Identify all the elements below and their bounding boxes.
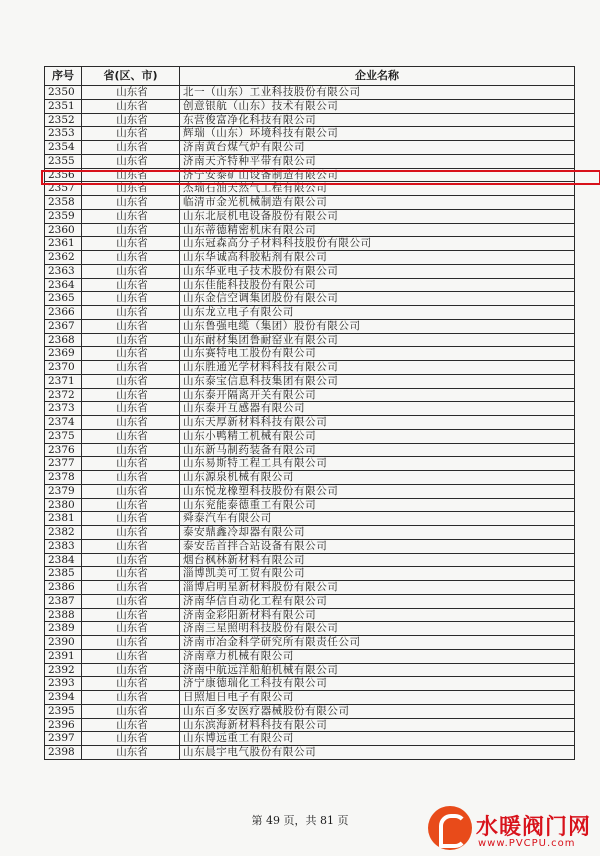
row-company: 烟台枫林新材料有限公司 (180, 553, 575, 567)
row-company: 山东金信空调集团股份有限公司 (180, 292, 575, 306)
table-row (45, 319, 575, 333)
table-row (45, 553, 575, 567)
row-company: 东营俊富净化科技有限公司 (180, 113, 575, 127)
row-company: 日照旭日电子有限公司 (180, 691, 575, 705)
row-company: 山东华亚电子技术股份有限公司 (180, 264, 575, 278)
table-row (45, 429, 575, 443)
row-province: 山东省 (82, 154, 180, 168)
table-row (45, 306, 575, 320)
row-serial: 2371 (45, 374, 82, 388)
row-province: 山东省 (82, 512, 180, 526)
row-company: 山东小鸭精工机械有限公司 (180, 429, 575, 443)
header-serial: 序号 (45, 67, 82, 86)
row-company: 山东滨海新材料科技有限公司 (180, 718, 575, 732)
row-province: 山东省 (82, 86, 180, 100)
row-company: 山东天厚新材料科技有限公司 (180, 416, 575, 430)
row-province: 山东省 (82, 127, 180, 141)
row-serial: 2394 (45, 691, 82, 705)
table-row (45, 402, 575, 416)
table-row (45, 594, 575, 608)
row-province: 山东省 (82, 223, 180, 237)
row-company: 济南金彩阳新材料有限公司 (180, 608, 575, 622)
row-serial: 2369 (45, 347, 82, 361)
row-serial: 2373 (45, 402, 82, 416)
row-company: 山东新马制药装备有限公司 (180, 443, 575, 457)
row-company: 淄博启明星新材料股份有限公司 (180, 581, 575, 595)
row-serial: 2364 (45, 278, 82, 292)
table-row (45, 347, 575, 361)
row-province: 山东省 (82, 99, 180, 113)
table-row (45, 141, 575, 155)
row-province: 山东省 (82, 471, 180, 485)
row-province: 山东省 (82, 237, 180, 251)
row-province: 山东省 (82, 251, 180, 265)
watermark-logo-icon (428, 806, 472, 850)
table-row (45, 127, 575, 141)
row-company: 山东源泉机械有限公司 (180, 471, 575, 485)
row-province: 山东省 (82, 704, 180, 718)
row-serial: 2351 (45, 99, 82, 113)
row-province: 山东省 (82, 416, 180, 430)
row-serial: 2365 (45, 292, 82, 306)
row-company: 山东晨宇电气股份有限公司 (180, 746, 575, 760)
table-header-row (45, 67, 575, 86)
row-company: 山东冠森高分子材料科技股份有限公司 (180, 237, 575, 251)
row-serial: 2362 (45, 251, 82, 265)
row-province: 山东省 (82, 636, 180, 650)
table-row (45, 512, 575, 526)
row-serial: 2361 (45, 237, 82, 251)
table-row (45, 361, 575, 375)
table-row (45, 86, 575, 100)
row-province: 山东省 (82, 429, 180, 443)
watermark-title: 水暖阀门网 (476, 815, 592, 840)
row-serial: 2379 (45, 484, 82, 498)
row-province: 山东省 (82, 539, 180, 553)
row-serial: 2387 (45, 594, 82, 608)
row-serial: 2372 (45, 388, 82, 402)
table-row (45, 374, 575, 388)
row-serial: 2391 (45, 649, 82, 663)
table-row (45, 113, 575, 127)
table-row (45, 388, 575, 402)
table-row (45, 471, 575, 485)
row-serial: 2353 (45, 127, 82, 141)
table-row (45, 484, 575, 498)
row-company: 济南市冶金科学研究所有限责任公司 (180, 636, 575, 650)
row-company: 山东博远重工有限公司 (180, 732, 575, 746)
row-serial: 2357 (45, 182, 82, 196)
row-serial: 2374 (45, 416, 82, 430)
row-province: 山东省 (82, 498, 180, 512)
row-company: 山东泰宝信息科技集团有限公司 (180, 374, 575, 388)
row-serial: 2352 (45, 113, 82, 127)
row-company: 山东易斯特工程工具有限公司 (180, 457, 575, 471)
row-serial: 2358 (45, 196, 82, 210)
row-company: 临清市金光机械制造有限公司 (180, 196, 575, 210)
row-company: 济宁安泰矿山设备制造有限公司 (180, 168, 575, 182)
table-row (45, 636, 575, 650)
row-serial: 2375 (45, 429, 82, 443)
row-serial: 2397 (45, 732, 82, 746)
table-row (45, 457, 575, 471)
table-row (45, 251, 575, 265)
row-company: 山东鲁强电缆（集团）股份有限公司 (180, 319, 575, 333)
row-serial: 2378 (45, 471, 82, 485)
row-company: 山东泰开隔离开关有限公司 (180, 388, 575, 402)
row-province: 山东省 (82, 141, 180, 155)
table-row (45, 732, 575, 746)
header-company: 企业名称 (180, 67, 575, 86)
row-province: 山东省 (82, 443, 180, 457)
row-serial: 2383 (45, 539, 82, 553)
row-company: 济南章力机械有限公司 (180, 649, 575, 663)
row-company: 山东百多安医疗器械股份有限公司 (180, 704, 575, 718)
row-serial: 2354 (45, 141, 82, 155)
row-province: 山东省 (82, 457, 180, 471)
row-serial: 2395 (45, 704, 82, 718)
row-province: 山东省 (82, 278, 180, 292)
row-serial: 2380 (45, 498, 82, 512)
row-company: 辉瑞（山东）环境科技有限公司 (180, 127, 575, 141)
row-company: 创意银航（山东）技术有限公司 (180, 99, 575, 113)
table-row (45, 691, 575, 705)
table-row (45, 278, 575, 292)
table-row (45, 196, 575, 210)
table-row (45, 718, 575, 732)
row-serial: 2355 (45, 154, 82, 168)
table-row (45, 237, 575, 251)
row-serial: 2389 (45, 622, 82, 636)
row-serial: 2381 (45, 512, 82, 526)
row-serial: 2382 (45, 526, 82, 540)
table-row (45, 154, 575, 168)
row-company: 山东赛特电工股份有限公司 (180, 347, 575, 361)
row-serial: 2393 (45, 677, 82, 691)
row-province: 山东省 (82, 581, 180, 595)
table-row (45, 581, 575, 595)
row-province: 山东省 (82, 402, 180, 416)
row-province: 山东省 (82, 209, 180, 223)
header-province: 省(区、市) (82, 67, 180, 86)
row-company: 淄博凯美可工贸有限公司 (180, 567, 575, 581)
watermark (428, 806, 598, 852)
table-row (45, 526, 575, 540)
row-province: 山东省 (82, 732, 180, 746)
table-row (45, 567, 575, 581)
page-footer: 第 49 页，共 81 页 (251, 814, 349, 827)
row-company: 山东泰开互感器有限公司 (180, 402, 575, 416)
row-company: 山东蒂德精密机床有限公司 (180, 223, 575, 237)
row-province: 山东省 (82, 594, 180, 608)
table-row (45, 704, 575, 718)
row-province: 山东省 (82, 333, 180, 347)
row-province: 山东省 (82, 264, 180, 278)
row-province: 山东省 (82, 718, 180, 732)
row-province: 山东省 (82, 484, 180, 498)
row-province: 山东省 (82, 649, 180, 663)
row-province: 山东省 (82, 196, 180, 210)
row-province: 山东省 (82, 182, 180, 196)
table-row (45, 209, 575, 223)
table-row (45, 608, 575, 622)
row-company: 济南三星照明科技股份有限公司 (180, 622, 575, 636)
row-serial: 2356 (45, 168, 82, 182)
table-row (45, 99, 575, 113)
row-company: 山东胜通光学材料科技有限公司 (180, 361, 575, 375)
row-company: 杰瑞石油天然气工程有限公司 (180, 182, 575, 196)
table-row (45, 292, 575, 306)
row-serial: 2370 (45, 361, 82, 375)
table-row (45, 663, 575, 677)
row-province: 山东省 (82, 746, 180, 760)
row-province: 山东省 (82, 292, 180, 306)
table-row (45, 746, 575, 760)
row-serial: 2367 (45, 319, 82, 333)
row-province: 山东省 (82, 168, 180, 182)
row-serial: 2377 (45, 457, 82, 471)
row-province: 山东省 (82, 553, 180, 567)
row-province: 山东省 (82, 361, 180, 375)
row-province: 山东省 (82, 347, 180, 361)
row-company: 山东华诚高科胶粘剂有限公司 (180, 251, 575, 265)
row-serial: 2368 (45, 333, 82, 347)
table-row (45, 622, 575, 636)
table-row (45, 539, 575, 553)
row-serial: 2388 (45, 608, 82, 622)
row-province: 山东省 (82, 388, 180, 402)
table-row (45, 649, 575, 663)
row-serial: 2376 (45, 443, 82, 457)
row-serial: 2384 (45, 553, 82, 567)
row-company: 山东龙立电子有限公司 (180, 306, 575, 320)
row-company: 泰安岳首拌合站设备有限公司 (180, 539, 575, 553)
row-company: 北一（山东）工业科技股份有限公司 (180, 86, 575, 100)
watermark-url: www.PVCPU.com (478, 838, 576, 849)
row-company: 济南中航远洋船舶机械有限公司 (180, 663, 575, 677)
row-serial: 2392 (45, 663, 82, 677)
row-company: 济南天齐特种平带有限公司 (180, 154, 575, 168)
row-serial: 2363 (45, 264, 82, 278)
table-row (45, 264, 575, 278)
row-province: 山东省 (82, 663, 180, 677)
row-province: 山东省 (82, 691, 180, 705)
table-row (45, 333, 575, 347)
row-company: 济宁康德瑞化工科技有限公司 (180, 677, 575, 691)
row-company: 山东兖能泰德重工有限公司 (180, 498, 575, 512)
table-row (45, 443, 575, 457)
table-row (45, 416, 575, 430)
row-province: 山东省 (82, 306, 180, 320)
table-row (45, 223, 575, 237)
row-company: 济南华信自动化工程有限公司 (180, 594, 575, 608)
row-serial: 2359 (45, 209, 82, 223)
row-province: 山东省 (82, 567, 180, 581)
row-province: 山东省 (82, 374, 180, 388)
row-province: 山东省 (82, 622, 180, 636)
table-row (45, 498, 575, 512)
row-serial: 2398 (45, 746, 82, 760)
row-serial: 2385 (45, 567, 82, 581)
row-company: 泰安鼎鑫冷却器有限公司 (180, 526, 575, 540)
table-row (45, 677, 575, 691)
row-company: 山东悦龙橡塑科技股份有限公司 (180, 484, 575, 498)
row-company: 济南黄台煤气炉有限公司 (180, 141, 575, 155)
row-province: 山东省 (82, 608, 180, 622)
row-serial: 2396 (45, 718, 82, 732)
row-serial: 2360 (45, 223, 82, 237)
row-company: 山东耐材集团鲁耐窑业有限公司 (180, 333, 575, 347)
row-serial: 2386 (45, 581, 82, 595)
row-serial: 2350 (45, 86, 82, 100)
row-serial: 2390 (45, 636, 82, 650)
row-company: 山东佳能科技股份有限公司 (180, 278, 575, 292)
row-province: 山东省 (82, 113, 180, 127)
row-company: 山东北辰机电设备股份有限公司 (180, 209, 575, 223)
row-province: 山东省 (82, 526, 180, 540)
row-company: 舜泰汽车有限公司 (180, 512, 575, 526)
row-province: 山东省 (82, 319, 180, 333)
highlight-box (41, 170, 600, 185)
row-serial: 2366 (45, 306, 82, 320)
row-province: 山东省 (82, 677, 180, 691)
